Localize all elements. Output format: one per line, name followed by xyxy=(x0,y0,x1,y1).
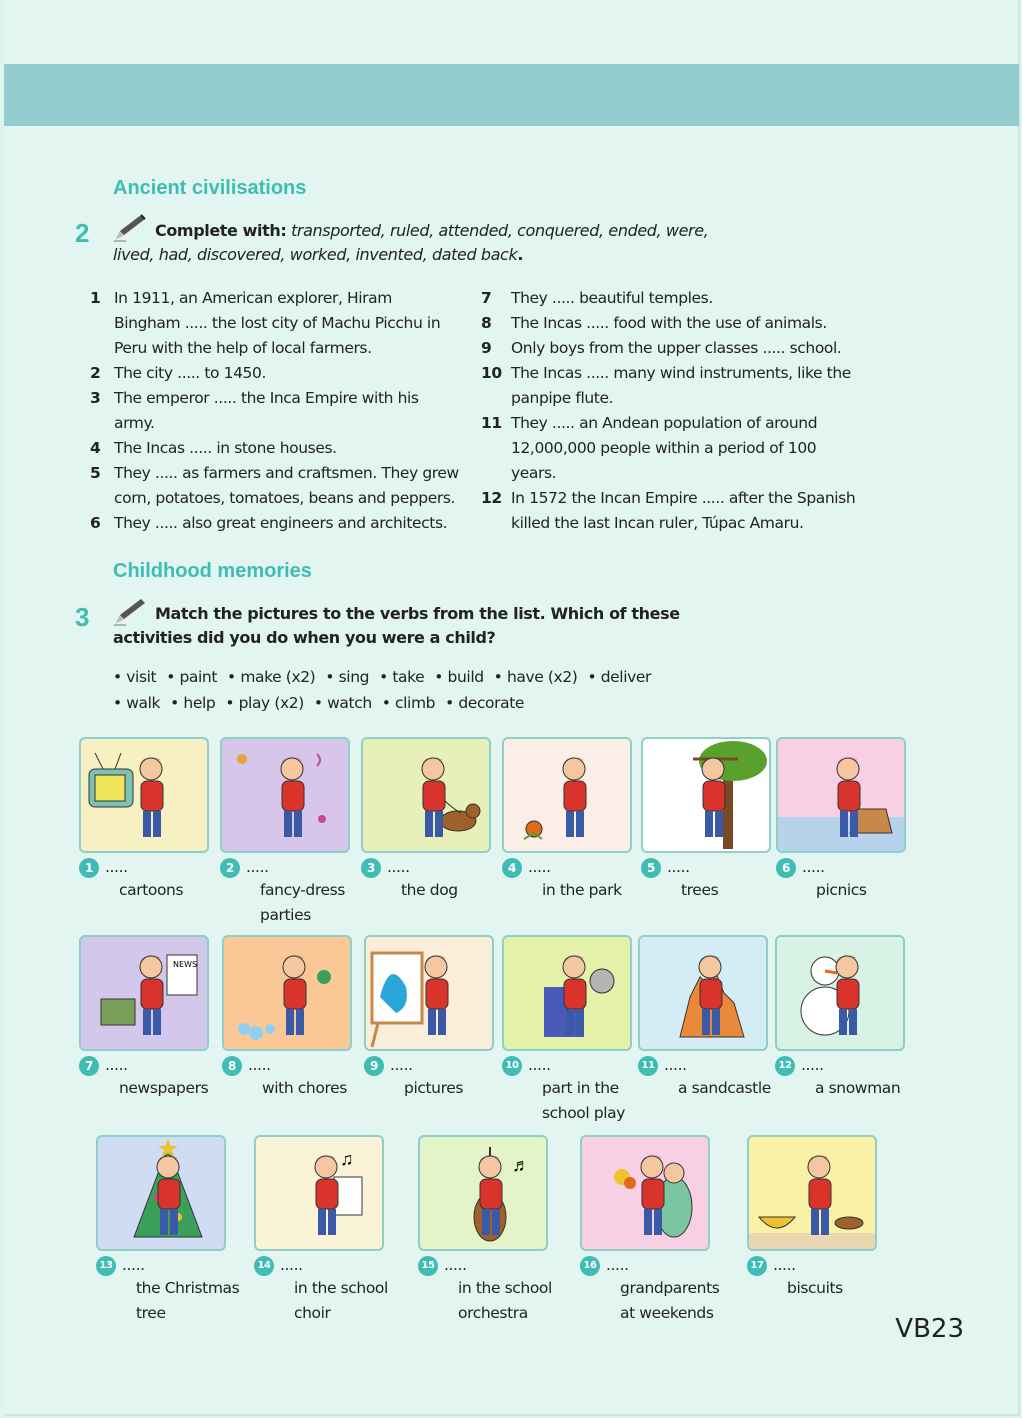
picture-caption: pictures xyxy=(404,1079,464,1097)
sentence-text: The Incas ..... in stone houses. xyxy=(114,439,337,457)
sentence-number: 10 xyxy=(481,364,502,382)
number-badge: 17 xyxy=(747,1256,767,1276)
sentence-text: They ..... also great engineers and architects. xyxy=(114,514,448,532)
exercise2-instruction: Complete with: transported, ruled, attended, conquered, ended, were, lived, had, discovered, worked, invented, dated back. xyxy=(113,221,709,264)
number-badge: 16 xyxy=(580,1256,600,1276)
picture-label-6 xyxy=(776,855,926,903)
picture-label-9 xyxy=(364,1053,514,1101)
picture-label-3 xyxy=(361,855,511,903)
answer-blank: ..... xyxy=(773,1256,796,1274)
picture-9 xyxy=(364,935,494,1051)
picture-caption: in the park xyxy=(542,881,622,899)
picture-caption: cartoons xyxy=(119,881,184,899)
verb-item: • decorate xyxy=(445,694,525,712)
verb-item: • visit xyxy=(113,668,157,686)
verb-item: • climb xyxy=(381,694,436,712)
answer-blank: ..... xyxy=(280,1256,303,1274)
picture-label-7 xyxy=(79,1053,229,1101)
picture-caption: in the school choir xyxy=(294,1279,388,1322)
sentence-item xyxy=(481,411,861,486)
picture-5 xyxy=(641,737,771,853)
verb-list xyxy=(113,664,713,716)
sentence-text: They ..... an Andean population of around 12,000,000 people within a period of 100 years. xyxy=(511,414,818,482)
sentence-item xyxy=(481,336,861,361)
picture-label-1 xyxy=(79,855,229,903)
number-badge: 2 xyxy=(220,858,240,878)
sentence-number: 1 xyxy=(90,289,101,307)
picture-6 xyxy=(776,737,906,853)
answer-blank: ..... xyxy=(606,1256,629,1274)
answer-blank: ..... xyxy=(387,858,410,876)
verb-item: • paint xyxy=(166,668,218,686)
picture-15 xyxy=(418,1135,548,1251)
picture-10 xyxy=(502,935,632,1051)
picture-label-16 xyxy=(580,1253,730,1326)
verb-item: • play (x2) xyxy=(225,694,304,712)
answer-blank: ..... xyxy=(801,1056,824,1074)
picture-label-15 xyxy=(418,1253,568,1326)
verb-item: • build xyxy=(434,668,484,686)
sentence-number: 4 xyxy=(90,439,101,457)
number-badge: 5 xyxy=(641,858,661,878)
sentence-number: 9 xyxy=(481,339,492,357)
picture-17 xyxy=(747,1135,877,1251)
sentence-number: 8 xyxy=(481,314,492,332)
answer-blank: ..... xyxy=(528,1056,551,1074)
sentence-number: 11 xyxy=(481,414,502,432)
number-badge: 8 xyxy=(222,1056,242,1076)
exercise2-list-left xyxy=(90,286,460,536)
picture-caption: trees xyxy=(681,881,719,899)
picture-4 xyxy=(502,737,632,853)
number-badge: 15 xyxy=(418,1256,438,1276)
picture-11 xyxy=(638,935,768,1051)
picture-12 xyxy=(775,935,905,1051)
verb-list-row-1 xyxy=(113,664,713,690)
answer-blank: ..... xyxy=(122,1256,145,1274)
picture-2 xyxy=(220,737,350,853)
sentence-item xyxy=(90,511,460,536)
verb-item: • walk xyxy=(113,694,161,712)
picture-13 xyxy=(96,1135,226,1251)
picture-label-12 xyxy=(775,1053,925,1101)
picture-label-8 xyxy=(222,1053,372,1101)
picture-label-10 xyxy=(502,1053,652,1126)
picture-caption: a sandcastle xyxy=(678,1079,771,1097)
picture-label-11 xyxy=(638,1053,788,1101)
picture-caption: newspapers xyxy=(119,1079,209,1097)
picture-7 xyxy=(79,935,209,1051)
picture-caption: fancy-dress parties xyxy=(260,881,345,924)
number-badge: 13 xyxy=(96,1256,116,1276)
sentence-number: 2 xyxy=(90,364,101,382)
answer-blank: ..... xyxy=(390,1056,413,1074)
sentence-text: They ..... as farmers and craftsmen. They grew corn, potatoes, tomatoes, beans and peppers. xyxy=(114,464,459,507)
sentence-text: The Incas ..... many wind instruments, like the panpipe flute. xyxy=(511,364,851,407)
answer-blank: ..... xyxy=(664,1056,687,1074)
sentence-text: The Incas ..... food with the use of animals. xyxy=(511,314,827,332)
picture-caption: the dog xyxy=(401,881,458,899)
picture-label-13 xyxy=(96,1253,246,1326)
sentence-item xyxy=(90,461,460,511)
sentence-item xyxy=(90,386,460,436)
verb-item: • deliver xyxy=(587,668,651,686)
picture-caption: biscuits xyxy=(787,1279,843,1297)
picture-caption: picnics xyxy=(816,881,867,899)
number-badge: 12 xyxy=(775,1056,795,1076)
answer-blank: ..... xyxy=(105,1056,128,1074)
svg-text:♫: ♫ xyxy=(340,1149,354,1169)
page-code: VB23 xyxy=(895,1314,964,1344)
number-badge: 3 xyxy=(361,858,381,878)
verb-item: • make (x2) xyxy=(227,668,316,686)
sentence-text: Only boys from the upper classes ..... school. xyxy=(511,339,842,357)
sentence-item xyxy=(481,311,861,336)
picture-8 xyxy=(222,935,352,1051)
sentence-number: 6 xyxy=(90,514,101,532)
sentence-text: The city ..... to 1450. xyxy=(114,364,266,382)
header-band xyxy=(4,64,1019,126)
sentence-item xyxy=(481,486,861,536)
sentence-number: 7 xyxy=(481,289,492,307)
number-badge: 10 xyxy=(502,1056,522,1076)
verb-item: • take xyxy=(379,668,425,686)
sentence-item xyxy=(481,286,861,311)
answer-blank: ..... xyxy=(444,1256,467,1274)
picture-caption: part in the school play xyxy=(542,1079,626,1122)
number-badge: 9 xyxy=(364,1056,384,1076)
sentence-text: In 1911, an American explorer, Hiram Bingham ..... the lost city of Machu Picchu in Peru with the help of local farmers. xyxy=(114,289,441,357)
sentence-text: The emperor ..... the Inca Empire with his army. xyxy=(114,389,419,432)
sentence-number: 5 xyxy=(90,464,101,482)
sentence-item xyxy=(90,286,460,361)
exercise2-list-right xyxy=(481,286,861,536)
exercise-number-2: 2 xyxy=(75,218,90,248)
picture-label-4 xyxy=(502,855,652,903)
answer-blank: ..... xyxy=(246,858,269,876)
section-title-childhood: Childhood memories xyxy=(113,560,312,582)
sentence-item xyxy=(481,361,861,411)
picture-label-14 xyxy=(254,1253,404,1326)
sentence-text: In 1572 the Incan Empire ..... after the Spanish killed the last Incan ruler, Túpac Amaru. xyxy=(511,489,856,532)
number-badge: 7 xyxy=(79,1056,99,1076)
verb-list-row-2 xyxy=(113,690,713,716)
picture-3 xyxy=(361,737,491,853)
answer-blank: ..... xyxy=(105,858,128,876)
answer-blank: ..... xyxy=(528,858,551,876)
picture-label-2 xyxy=(220,855,370,928)
sentence-text: They ..... beautiful temples. xyxy=(511,289,713,307)
svg-text:♬: ♬ xyxy=(512,1155,530,1175)
exercise-number-3: 3 xyxy=(75,602,90,632)
sentence-number: 3 xyxy=(90,389,101,407)
answer-blank: ..... xyxy=(248,1056,271,1074)
picture-16 xyxy=(580,1135,710,1251)
picture-caption: a snowman xyxy=(815,1079,901,1097)
verb-item: • sing xyxy=(325,668,370,686)
sentence-item xyxy=(90,436,460,461)
number-badge: 11 xyxy=(638,1056,658,1076)
picture-1 xyxy=(79,737,209,853)
number-badge: 14 xyxy=(254,1256,274,1276)
svg-text:NEWS: NEWS xyxy=(173,960,198,969)
picture-caption: grandparents at weekends xyxy=(620,1279,720,1322)
verb-item: • have (x2) xyxy=(493,668,578,686)
section-title-ancient: Ancient civilisations xyxy=(113,177,307,199)
sentence-number: 12 xyxy=(481,489,502,507)
verb-item: • watch xyxy=(313,694,372,712)
picture-caption: the Christmas tree xyxy=(136,1279,240,1322)
picture-label-5 xyxy=(641,855,791,903)
sentence-item xyxy=(90,361,460,386)
number-badge: 4 xyxy=(502,858,522,878)
number-badge: 6 xyxy=(776,858,796,878)
picture-label-17 xyxy=(747,1253,897,1301)
picture-caption: with chores xyxy=(262,1079,347,1097)
number-badge: 1 xyxy=(79,858,99,878)
verb-item: • help xyxy=(170,694,216,712)
answer-blank: ..... xyxy=(802,858,825,876)
answer-blank: ..... xyxy=(667,858,690,876)
exercise3-instruction: Match the pictures to the verbs from the list. Which of these activities did you do when you were a child? xyxy=(113,604,680,647)
picture-14 xyxy=(254,1135,384,1251)
picture-caption: in the school orchestra xyxy=(458,1279,552,1322)
